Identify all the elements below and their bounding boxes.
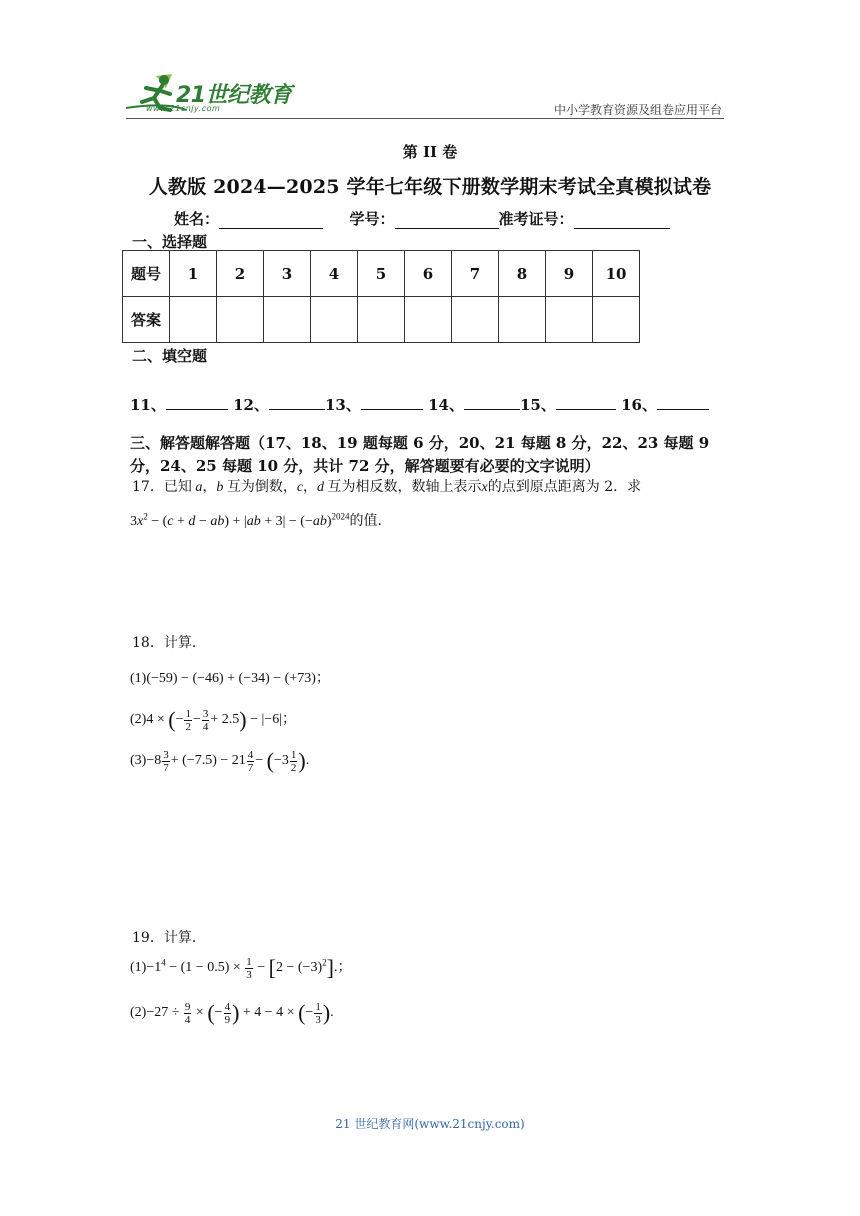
answer-cell[interactable]: [593, 297, 640, 343]
answer-cell[interactable]: [405, 297, 452, 343]
logo-text: 21世纪教育: [176, 83, 292, 108]
name-blank: [219, 212, 323, 229]
id-blank: [395, 212, 499, 229]
table-cell: 5: [358, 251, 405, 297]
id-label: 学号：: [349, 210, 395, 228]
table-cell: 8: [499, 251, 546, 297]
question-18-part-3: (3)−8 $\frac{3}{7}$ + (−7.5) − 21 $\frac{4}{7}$ − (−3 $\frac{1}{2}$ ).: [130, 748, 310, 774]
table-cell: 9: [546, 251, 593, 297]
table-cell: 10: [593, 251, 640, 297]
footer-link[interactable]: 21 世纪教育网(www.21cnjy.com): [335, 1117, 525, 1131]
section-3-heading: 三、解答题解答题（17、18、19 题每题 6 分，20、21 每题 8 分，22、23 每题 9 分，24、25 每题 10 分，共计 72 分，解答题要有必要的文字说明）: [130, 434, 710, 475]
exam-no-label: 准考证号：: [498, 210, 574, 228]
exam-no-blank: [574, 212, 670, 229]
answer-cell[interactable]: [311, 297, 358, 343]
page-title: 人教版 2024—2025 学年七年级下册数学期末考试全真模拟试卷: [148, 176, 712, 198]
logo-url: www.21cnjy.com: [146, 104, 221, 113]
question-17: 17．已知 a，b 互为倒数，c，d 互为相反数，数轴上表示x的点到原点距离为 2．求: [132, 479, 642, 495]
table-row: [123, 251, 640, 297]
platform-name: 中小学教育资源及组卷应用平台: [553, 103, 722, 117]
row-label-answer: 答案: [123, 297, 170, 343]
answer-cell[interactable]: [546, 297, 593, 343]
question-17-expression: $3x^2 - (c + d - ab) + |ab + 3| - (-ab)^{2024}$的值．: [130, 511, 392, 529]
answer-cell[interactable]: [217, 297, 264, 343]
question-19-part-2: (2)−27 ÷ $\frac{9}{4}$ × (− $\frac{4}{9}$ ) + 4 − 4 × (− $\frac{1}{3}$ ).: [130, 1000, 334, 1026]
question-18-part-1: (1)(−59) − (−46) + (−34) − (+73)；: [130, 671, 330, 686]
fill-blank-line: 11、 12、 13、 14、 15、 16、: [130, 394, 709, 415]
header-divider: [126, 118, 724, 119]
answer-cell[interactable]: [170, 297, 217, 343]
question-18-part-2: (2)4 × (− $\frac{1}{2}$ − $\frac{3}{4}$ + 2.5) − |−6|；: [130, 707, 297, 733]
answer-cell[interactable]: [452, 297, 499, 343]
question-18-label: 18．计算．: [132, 635, 206, 651]
table-cell: 4: [311, 251, 358, 297]
answer-cell[interactable]: [358, 297, 405, 343]
question-19-part-1: $(1)-1^4 - (1 - 0.5)$ × $\frac{1}{3}$ − $[2 - (-3)^2]$.；: [130, 955, 352, 981]
answer-cell[interactable]: [499, 297, 546, 343]
table-cell: 2: [217, 251, 264, 297]
volume-label: 第 II 卷: [402, 143, 458, 161]
table-cell: 1: [170, 251, 217, 297]
section-2-heading: 二、填空题: [132, 347, 208, 365]
table-cell: 7: [452, 251, 499, 297]
question-19-label: 19．计算．: [132, 930, 206, 946]
answer-table: [122, 250, 640, 343]
name-label: 姓名：: [174, 210, 220, 228]
answer-cell[interactable]: [264, 297, 311, 343]
table-cell: 3: [264, 251, 311, 297]
table-cell: 6: [405, 251, 452, 297]
row-label-number: 题号: [123, 251, 170, 297]
table-row: [123, 297, 640, 343]
student-info: [174, 208, 670, 229]
section-1-heading: 一、选择题: [132, 233, 208, 251]
